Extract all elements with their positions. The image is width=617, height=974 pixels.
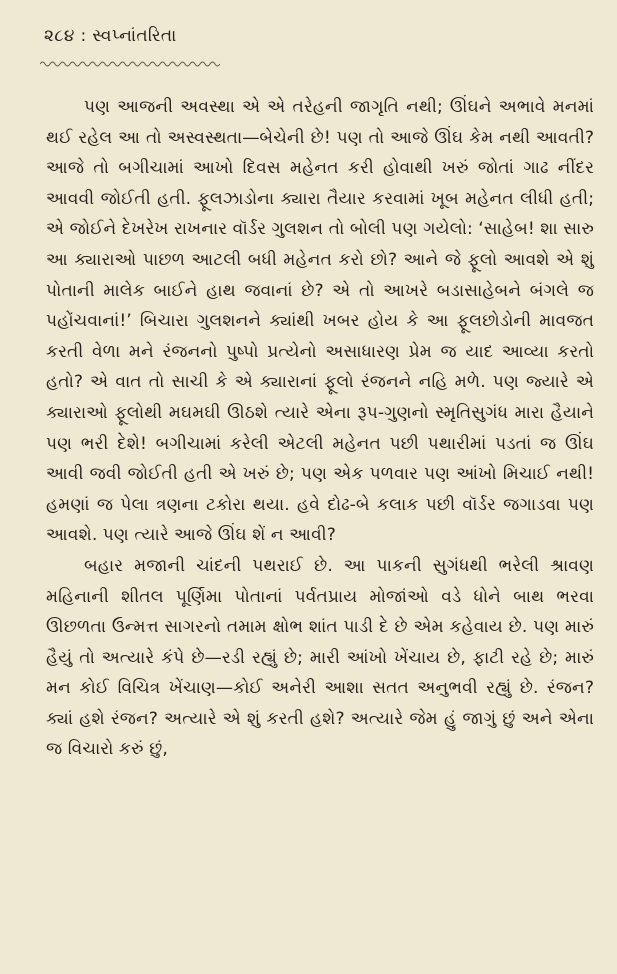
body-text (46, 92, 594, 765)
running-head: ૨૮૪ : સ્વપ્નાંતરિતા (44, 26, 177, 46)
paragraph-2: બહાર મજાની ચાંદની પથરાઈ છે. આ પાકની સુગંધથી ભરેલી શ્રાવણ મહિનાની શીતલ પૂર્ણિમા પોતાનાં પર્વતપ્રાય મોજાંઓ વડે ધોને બાથ ભરવા ઊછળતા ઉન્મત્ત સાગરનો તમામ ક્ષોભ શાંત પાડી દે છે એમ કહેવાય છે. પણ મારું હૈયું તો અત્યારે કંપે છે—રડી રહ્યું છે; મારી આંખો ખેંચાય છે, ફાટી રહે છે; મારું મન કોઈ વિચિત્ર ખેંચાણ—કોઈ અનેરી આશા સતત અનુભવી રહ્યું છે. રંજન? ક્યાં હશે રંજન? અત્યારે એ શું કરતી હશે? અત્યારે જેમ હું જાગું છું અને એના જ વિચારો કરું છું, (46, 555, 594, 760)
paragraph-1: પણ આજની અવસ્થા એ એ તરેહની જાગૃતિ નથી; ઊંઘને અભાવે મનમાં થઈ રહેલ આ તો અસ્વસ્થતા—બેચેની છે! પણ તો આજે ઊંઘ કેમ નથી આવતી? આજે તો બગીચામાં આખો દિવસ મહેનત કરી હોવાથી ખરું જોતાં ગાઢ નીંદર આવવી જોઈતી હતી. ફૂલઝાડોના ક્યારા તૈયાર કરવામાં ખૂબ મહેનત લીધી હતી; એ જોઈને દેખરેખ રાખનાર વૉર્ડર ગુલશન તો બોલી પણ ગયેલો: ‘સાહેબ! શા સારુ આ ક્યારાઓ પાછળ આટલી બધી મહેનત કરો છો? આને જે ફૂલો આવશે એ શું પોતાની માલેક બાઈને હાથ જવાનાં છે? એ તો આખરે બડાસાહેબને બંગલે જ પહોંચવાનાં!’ બિચારા ગુલશનને ક્યાંથી ખબર હોય કે આ ફૂલછોડોની માવજત કરતી વેળા મને રંજનનો પુષ્પો પ્રત્યેનો અસાધારણ પ્રેમ જ યાદ આવ્યા કરતો હતો? એ વાત તો સાચી કે એ ક્યારાનાં ફૂલો રંજનને નહિ મળે. પણ જ્યારે એ ક્યારાઓ ફૂલોથી મઘમઘી ઊઠશે ત્યારે એના રૂપ-ગુણનો સ્મૃતિસુગંધ મારા હૈયાને પણ ભરી દેશે! બગીચામાં કરેલી એટલી મહેનત પછી પથારીમાં પડતાં જ ઊંઘ આવી જવી જોઈતી હતી એ ખરું છે; પણ એક પળવાર પણ આંખો મિચાઈ નથી! હમણાં જ પેલા ત્રણના ટકોરા થયા. હવે દોઢ-બે કલાક પછી વૉર્ડર જગાડવા પણ આવશે. પણ ત્યારે આજે ઊંઘ શેં ન આવી? (46, 97, 594, 546)
header-wavy-rule (40, 60, 220, 68)
